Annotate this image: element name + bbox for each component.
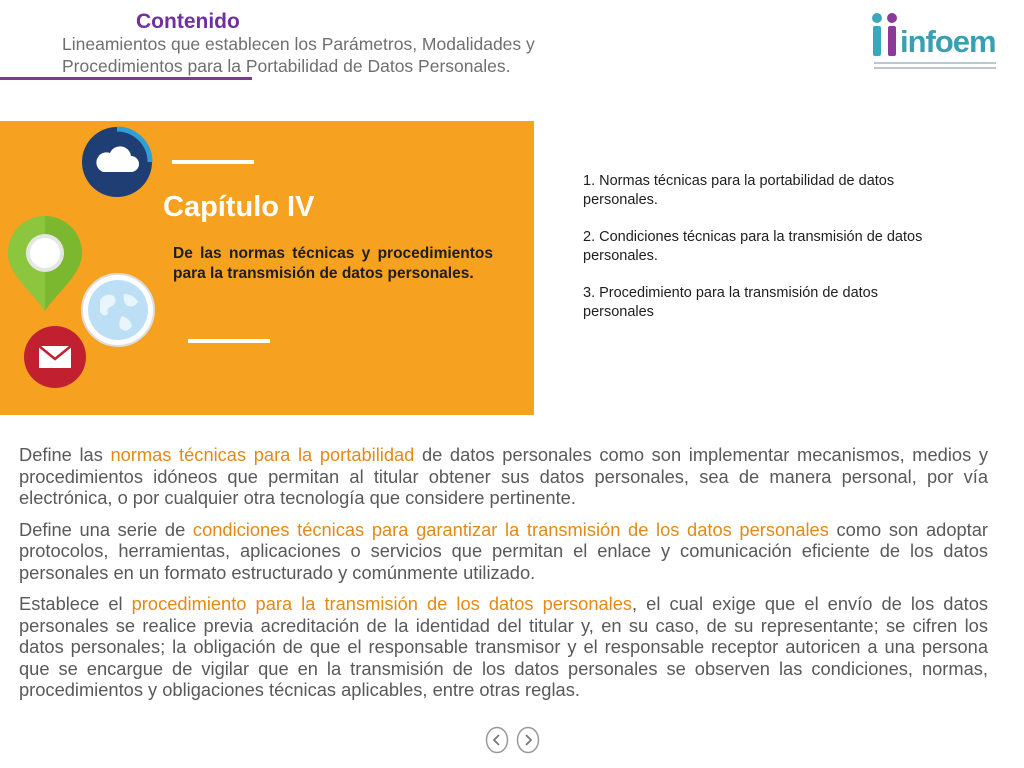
list-item: 2. Condiciones técnicas para la transmisión de datos personales. bbox=[583, 229, 923, 264]
highlighted-term: normas técnicas para la portabilidad bbox=[110, 444, 415, 465]
logo-tagline bbox=[874, 62, 996, 76]
chapter-dash-bottom bbox=[188, 339, 270, 343]
chapter-dash-top bbox=[172, 160, 254, 164]
chapter-title: Capítulo IV bbox=[163, 191, 315, 223]
list-item: 3. Procedimiento para la transmisión de datos personales bbox=[583, 285, 878, 320]
page-title: Contenido bbox=[136, 10, 240, 33]
location-pin-icon bbox=[2, 213, 88, 313]
highlighted-term: condiciones técnicas para garantizar la transmisión de los datos personales bbox=[192, 518, 829, 540]
mail-icon bbox=[23, 325, 87, 389]
infoem-logo bbox=[866, 10, 996, 76]
globe-icon bbox=[80, 272, 156, 348]
paragraph: Define una serie de condiciones técnicas para garantizar la transmisión de los datos personales como son adoptar protocolos, herramientas, aplicaciones o servicios que permitan el enlace y comunicación eficiente de los datos personales en un formato estructurado y comúnmente utilizado. bbox=[19, 518, 989, 583]
list-item: 1. Normas técnicas para la portabilidad de datos personales. bbox=[583, 173, 895, 208]
highlighted-term: procedimiento para la transmisión de los datos personales bbox=[131, 593, 633, 614]
paragraph: Establece el procedimiento para la transmisión de los datos personales, el cual exige que el envío de los datos personales se realice previa acreditación de la identidad del titular y, en su caso, de su representante; se cifren los datos personales; la obligación de que el responsable transmisor y el responsable receptor autoricen a una persona que se encargue de vigilar que en la transmisión de los datos personales se observen las condiciones, normas, procedimientos y obligaciones técnicas aplicables, entre otras reglas. bbox=[19, 593, 989, 700]
previous-button[interactable] bbox=[485, 726, 509, 754]
chapter-description: De las normas técnicas y procedimientos para la transmisión de datos personales. bbox=[173, 245, 493, 282]
next-button[interactable] bbox=[516, 726, 540, 754]
paragraph: Define las normas técnicas para la portabilidad de datos personales como son implementar mecanismos, medios y procedimientos idóneos que permitan al titular obtener sus datos personales, sea de manera personal, por vía electrónica, o por cualquier otra tecnología que considere pertinente. bbox=[19, 444, 988, 508]
body-text bbox=[19, 444, 988, 711]
logo-wordmark: infoem bbox=[900, 24, 996, 59]
header-divider bbox=[0, 77, 252, 80]
cloud-icon bbox=[81, 126, 153, 198]
chapter-contents-list bbox=[583, 172, 943, 340]
page-subtitle: Lineamientos que establecen los Parámetros, Modalidades y Procedimientos para la Portabilidad de Datos Personales. bbox=[62, 34, 535, 76]
